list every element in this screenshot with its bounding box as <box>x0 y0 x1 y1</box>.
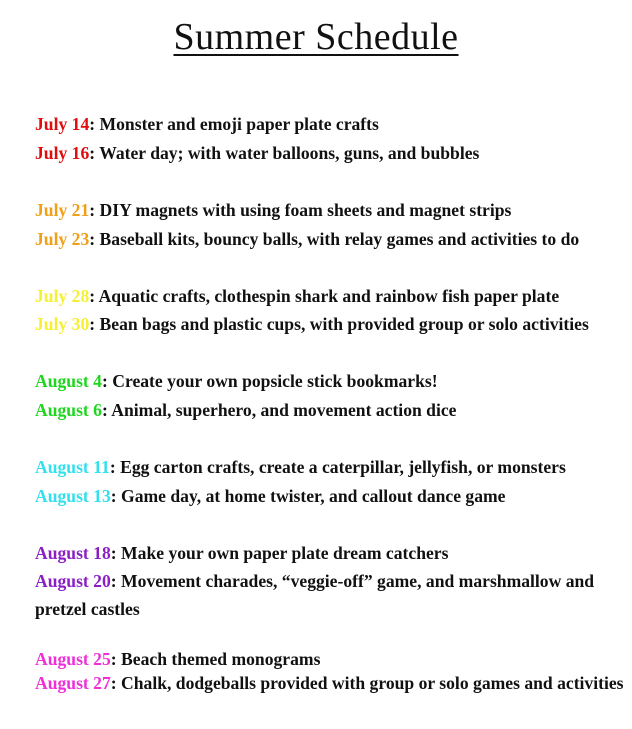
entry-text: Water day; with water balloons, guns, and bubbles <box>99 143 480 163</box>
entry-date: August 18 <box>35 543 111 563</box>
entry-text: Create your own popsicle stick bookmarks! <box>112 371 438 391</box>
entry-date: August 27 <box>35 673 111 693</box>
entry-date: August 6 <box>35 400 102 420</box>
entry-separator: : <box>89 200 100 220</box>
entry-date: July 23 <box>35 229 90 249</box>
entry-date: July 28 <box>35 286 90 306</box>
schedule-entry <box>35 669 625 697</box>
entry-text: Monster and emoji paper plate crafts <box>99 114 379 134</box>
entry-text: Beach themed monograms <box>121 649 321 669</box>
entry-separator: : <box>89 286 99 306</box>
entry-text: Animal, superhero, and movement action dice <box>111 400 457 420</box>
schedule-entry <box>35 453 625 481</box>
entry-date: August 20 <box>35 571 111 591</box>
schedule-entry <box>35 482 625 510</box>
schedule-entry <box>35 196 625 224</box>
entry-separator: : <box>110 571 122 591</box>
schedule-entry <box>35 396 625 424</box>
entry-date: July 14 <box>35 114 90 134</box>
schedule-entry <box>35 310 625 338</box>
entry-separator: : <box>110 649 122 669</box>
entry-date: August 25 <box>35 649 111 669</box>
schedule-entry <box>35 567 625 623</box>
schedule-entry <box>35 367 625 395</box>
entry-separator: : <box>89 229 100 249</box>
entry-separator: : <box>89 314 100 334</box>
entry-separator: : <box>110 486 122 506</box>
entry-date: August 11 <box>35 457 110 477</box>
entry-text: Chalk, dodgeballs provided with group or solo games and activities <box>121 673 624 693</box>
entry-date: July 30 <box>35 314 90 334</box>
entry-text: Make your own paper plate dream catchers <box>121 543 449 563</box>
entry-text: Baseball kits, bouncy balls, with relay games and activities to do <box>99 229 580 249</box>
schedule-entry <box>35 110 625 138</box>
page-title: Summer Schedule <box>173 16 459 58</box>
entry-text: Movement charades, “veggie-off” game, and marshmallow and pretzel castles <box>35 571 595 619</box>
schedule-entry <box>35 139 625 167</box>
entry-date: July 21 <box>35 200 90 220</box>
schedule-entry <box>35 539 625 567</box>
entry-text: Aquatic crafts, clothespin shark and rainbow fish paper plate <box>98 286 560 306</box>
entry-date: August 13 <box>35 486 111 506</box>
entry-separator: : <box>89 143 100 163</box>
entry-text: Bean bags and plastic cups, with provided group or solo activities <box>99 314 589 334</box>
entry-date: August 4 <box>35 371 102 391</box>
entry-separator: : <box>110 673 122 693</box>
entry-separator: : <box>109 457 121 477</box>
entry-text: Egg carton crafts, create a caterpillar, jellyfish, or monsters <box>120 457 566 477</box>
schedule-entry <box>35 225 625 253</box>
entry-separator: : <box>89 114 100 134</box>
entry-separator: : <box>110 543 122 563</box>
entry-text: DIY magnets with using foam sheets and magnet strips <box>99 200 512 220</box>
entry-text: Game day, at home twister, and callout dance game <box>121 486 506 506</box>
schedule-entry <box>35 282 625 310</box>
entry-date: July 16 <box>35 143 90 163</box>
entry-separator: : <box>101 400 112 420</box>
entry-separator: : <box>101 371 113 391</box>
